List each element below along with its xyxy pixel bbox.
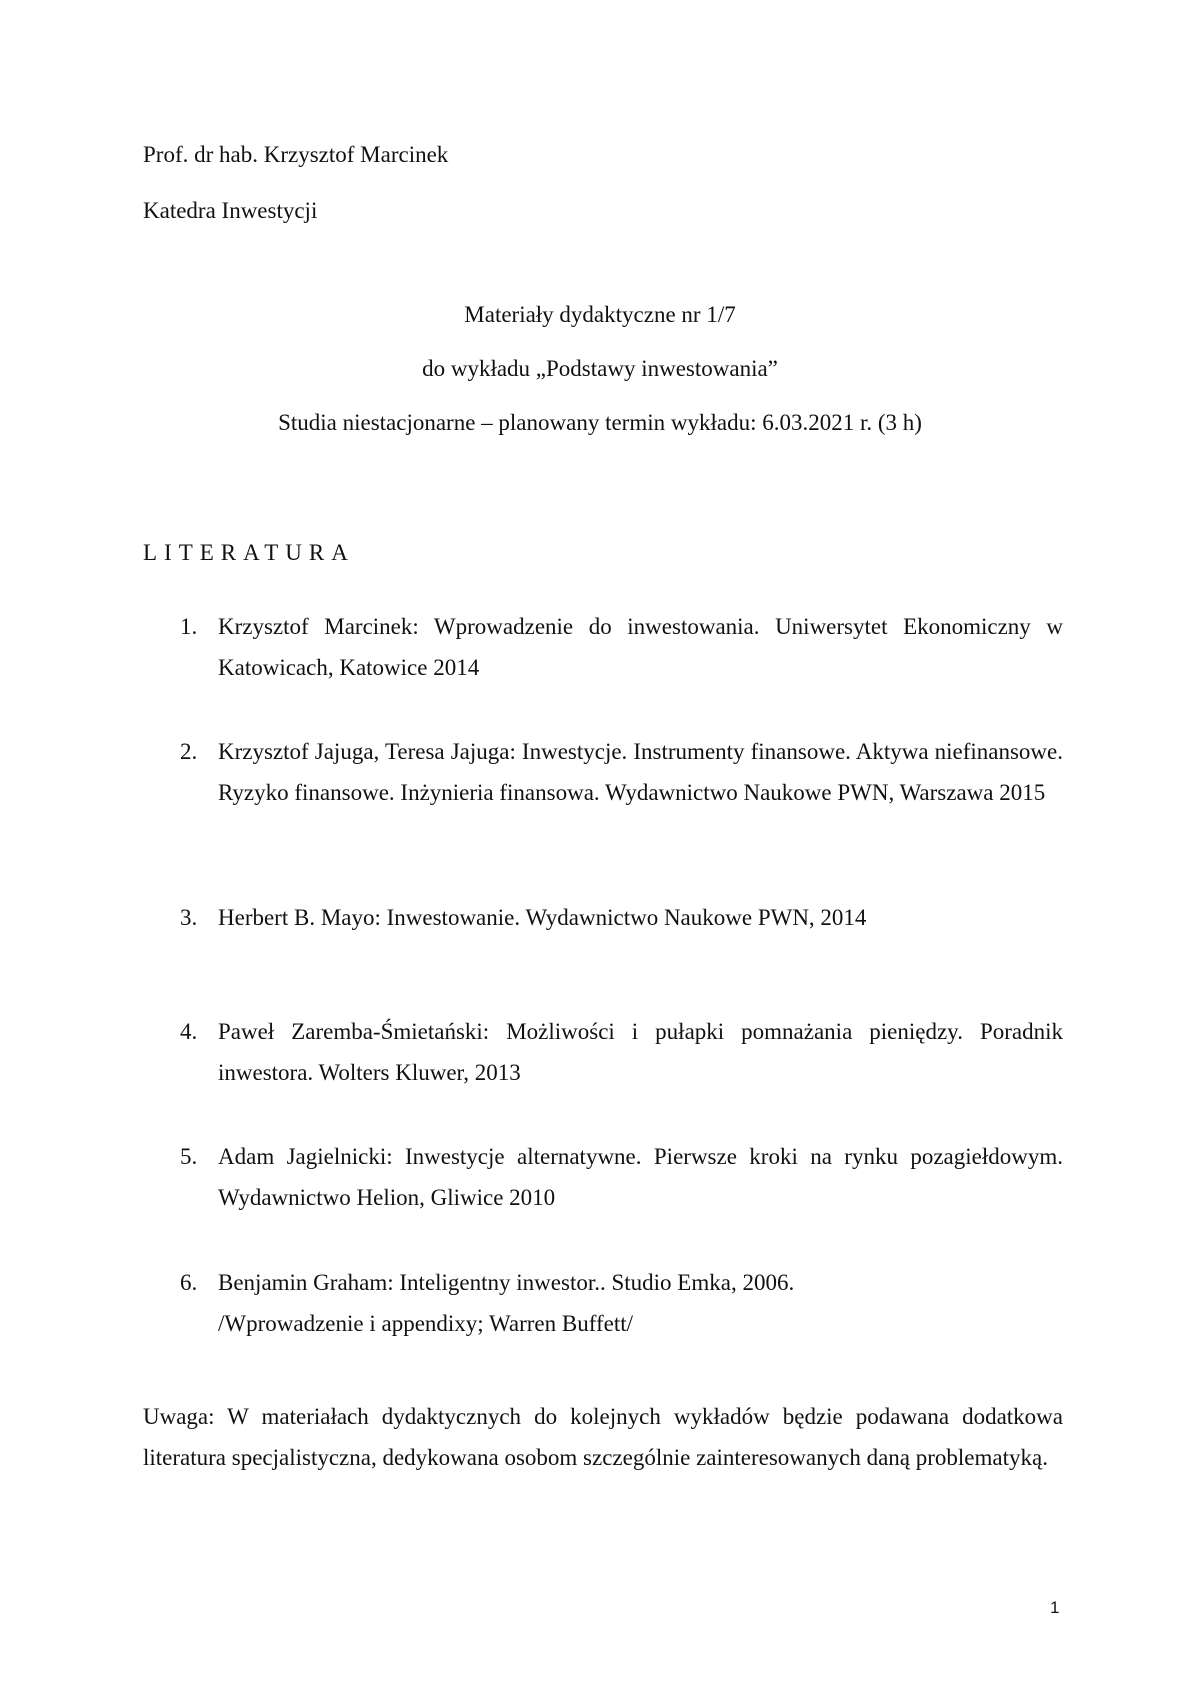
list-item — [143, 1011, 1063, 1136]
list-item-text: Benjamin Graham: Inteligentny inwestor.. Studio Emka, 2006. — [218, 1270, 795, 1295]
title-line-3: Studia niestacjonarne – planowany termin wykładu: 6.03.2021 r. (3 h) — [278, 410, 922, 435]
list-item-text: Adam Jagielnicki: Inwestycje alternatywne. Pierwsze kroki na rynku pozagiełdowym. Wydawnictwo Helion, Gliwice 2010 — [218, 1144, 1063, 1210]
list-item-number: 4. — [180, 1019, 198, 1044]
list-item-text: Herbert B. Mayo: Inwestowanie. Wydawnictwo Naukowe PWN, 2014 — [218, 905, 867, 930]
page-number: 1 — [1050, 1598, 1060, 1617]
list-item — [143, 1136, 1063, 1262]
remark-paragraph: Uwaga: W materiałach dydaktycznych do kolejnych wykładów będzie podawana dodatkowa literatura specjalistyczna, dedykowana osobom szczególnie zainteresowanych daną problematyką. — [143, 1404, 1063, 1470]
reference-list — [143, 606, 1063, 1352]
list-item-text: Paweł Zaremba-Śmietański: Możliwości i pułapki pomnażania pieniędzy. Poradnik inwestora. Wolters Kluwer, 2013 — [218, 1019, 1063, 1085]
list-item — [143, 606, 1063, 731]
list-item-note: /Wprowadzenie i appendixy; Warren Buffett/ — [218, 1311, 633, 1336]
section-heading: LITERATURA — [143, 540, 355, 565]
list-item — [143, 1262, 1063, 1352]
list-item — [143, 731, 1063, 897]
list-item — [143, 897, 1063, 1011]
list-item-number: 1. — [180, 614, 198, 639]
department-name: Katedra Inwestycji — [143, 198, 318, 223]
title-line-1: Materiały dydaktyczne nr 1/7 — [464, 302, 736, 327]
title-line-2: do wykładu „Podstawy inwestowania” — [422, 356, 778, 381]
list-item-number: 6. — [180, 1270, 198, 1295]
list-item-number: 2. — [180, 739, 198, 764]
author-name: Prof. dr hab. Krzysztof Marcinek — [143, 142, 449, 167]
list-item-text: Krzysztof Jajuga, Teresa Jajuga: Inwestycje. Instrumenty finansowe. Aktywa niefinansowe. Ryzyko finansowe. Inżynieria finansowa. Wydawnictwo Naukowe PWN, Warszawa 2015 — [218, 739, 1063, 805]
list-item-number: 3. — [180, 905, 198, 930]
list-item-text: Krzysztof Marcinek: Wprowadzenie do inwestowania. Uniwersytet Ekonomiczny w Katowicach, Katowice 2014 — [218, 614, 1063, 680]
list-item-number: 5. — [180, 1144, 198, 1169]
